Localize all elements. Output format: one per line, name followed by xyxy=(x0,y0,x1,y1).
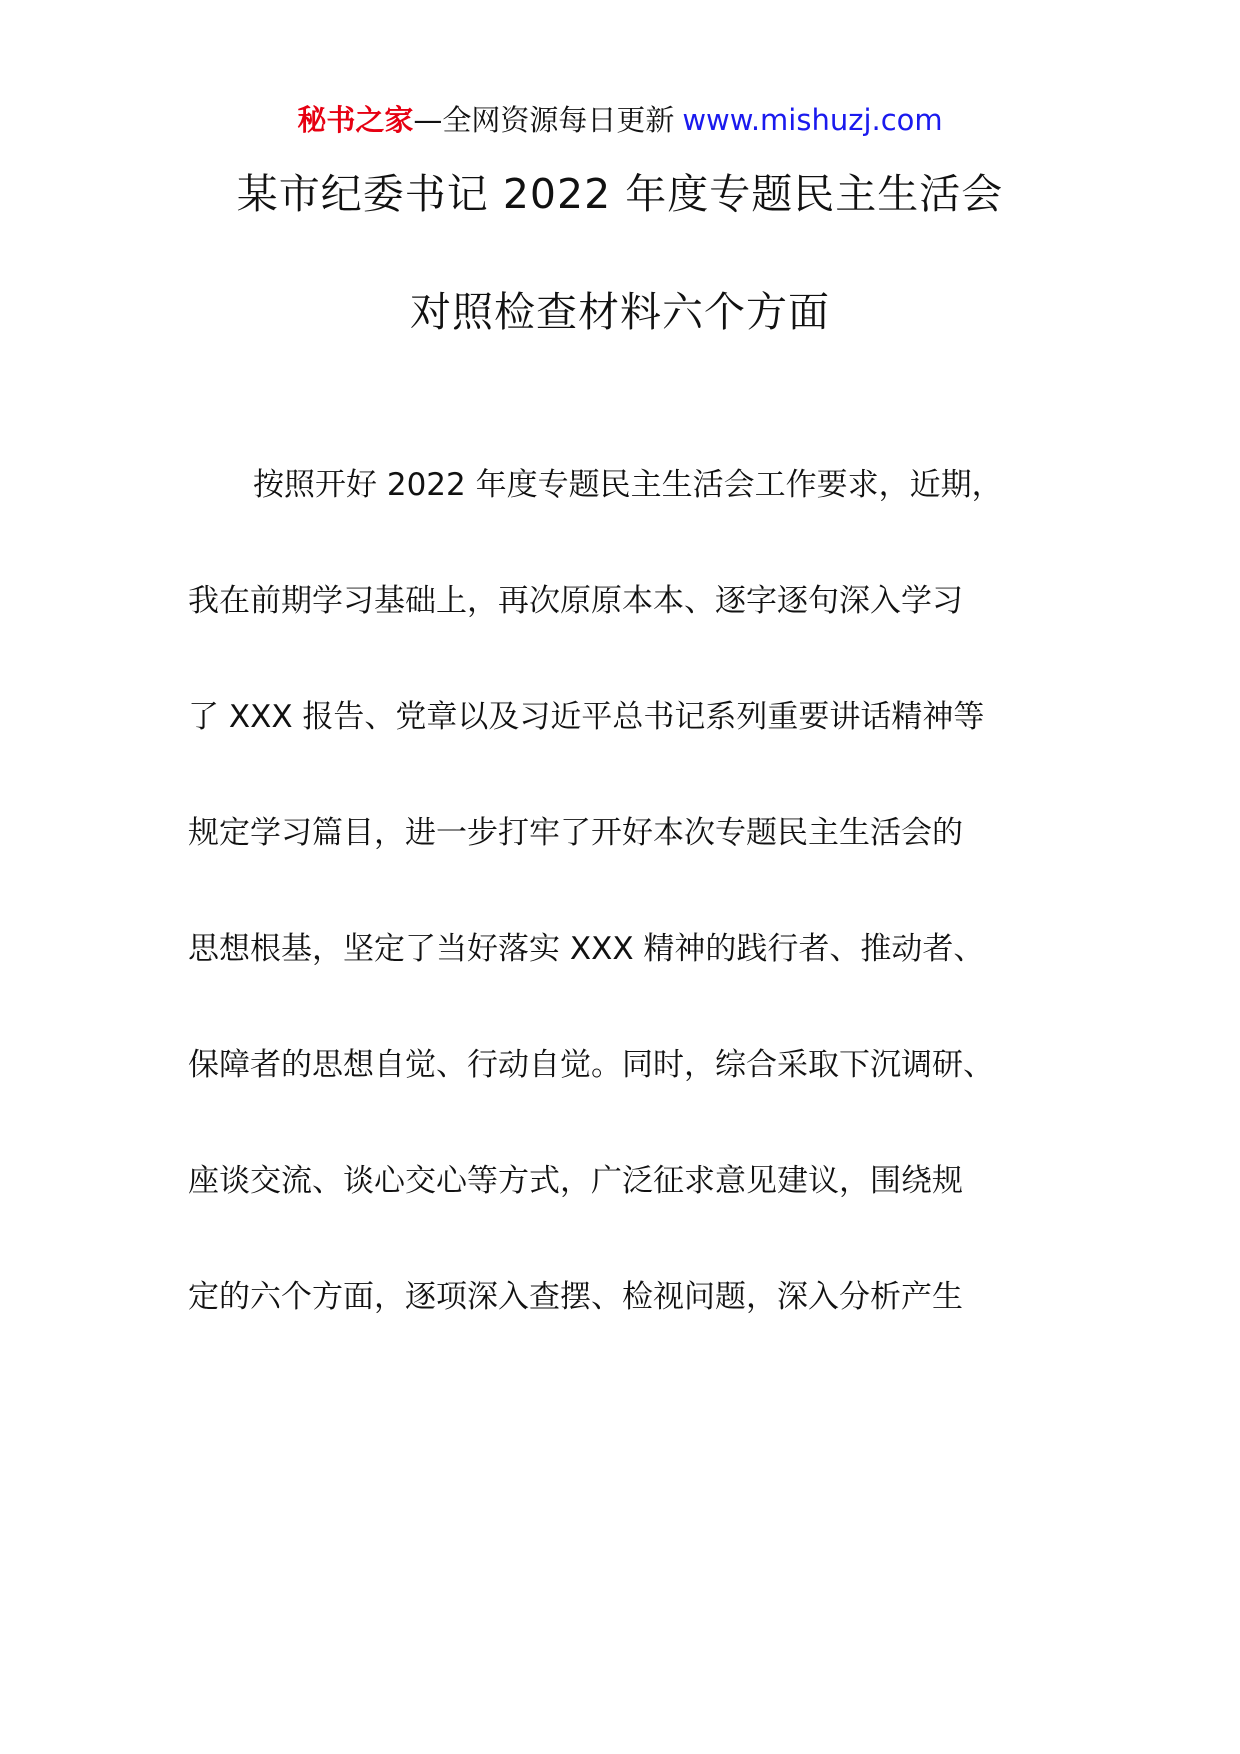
document-title-line-2: 对照检查材料六个方面 xyxy=(410,288,830,336)
document-title-line-1: 某市纪委书记 2022 年度专题民主生活会 xyxy=(236,170,1004,218)
body-text-line: 了 XXX 报告、党章以及习近平总书记系列重要讲话精神等 xyxy=(188,699,985,735)
site-banner xyxy=(0,100,1240,140)
body-text-line: 按照开好 2022 年度专题民主生活会工作要求，近期， xyxy=(253,467,1003,503)
body-text-line: 保障者的思想自觉、行动自觉。同时，综合采取下沉调研、 xyxy=(188,1047,994,1083)
body-text-line: 规定学习篇目，进一步打牢了开好本次专题民主生活会的 xyxy=(188,815,963,851)
brand-name: 秘书之家 xyxy=(297,103,414,137)
body-text-line: 我在前期学习基础上，再次原原本本、逐字逐句深入学习 xyxy=(188,583,963,619)
site-url-link[interactable]: www.mishuzj.com xyxy=(682,103,943,137)
body-text-line: 定的六个方面，逐项深入查摆、检视问题，深入分析产生 xyxy=(188,1279,963,1315)
banner-slogan: —全网资源每日更新 xyxy=(413,103,675,137)
body-text-line: 思想根基，坚定了当好落实 XXX 精神的践行者、推动者、 xyxy=(188,931,985,967)
body-text-line: 座谈交流、谈心交心等方式，广泛征求意见建议，围绕规 xyxy=(188,1163,963,1199)
